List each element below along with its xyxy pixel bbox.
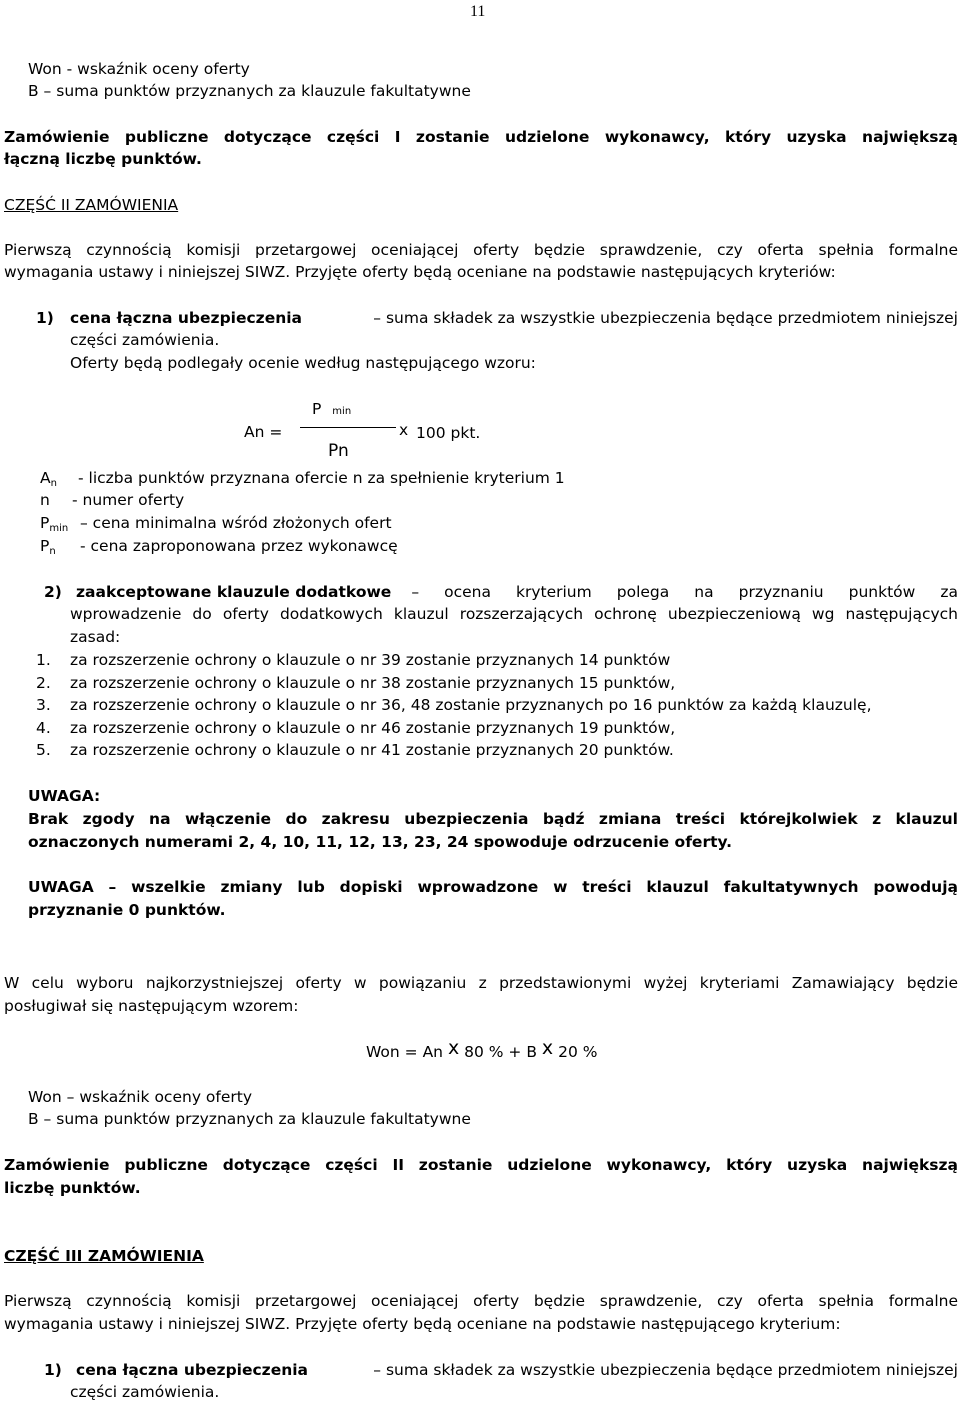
formula-denominator: Pn bbox=[328, 441, 349, 461]
conclusion-part1-line1: Zamówienie publiczne dotyczące części I zostanie udzielone wykonawcy, który uzyska największą bbox=[4, 128, 958, 146]
conclusion-part2-line1: Zamówienie publiczne dotyczące części II zostanie udzielone wykonawcy, który uzyska największą bbox=[4, 1156, 958, 1174]
part3-criterion1-line2: części zamówienia. bbox=[70, 1383, 220, 1401]
selection-line1: W celu wyboru najkorzystniejszej oferty w powiązaniu z przedstawionymi wyżej kryteriami Zamawiający będzie bbox=[4, 974, 958, 992]
uwaga1-title: UWAGA: bbox=[28, 787, 101, 805]
def-an: An bbox=[40, 469, 57, 489]
won-legend: Won - wskaźnik oceny oferty bbox=[28, 60, 250, 78]
conclusion-part1-line2: łączną liczbę punktów. bbox=[4, 150, 202, 168]
selection-line2: posługiwał się następującym wzorem: bbox=[4, 997, 299, 1015]
criterion1-line2: części zamówienia. bbox=[70, 331, 220, 349]
rule-number: 1. bbox=[36, 651, 51, 669]
part3-criterion1-number: 1) bbox=[44, 1361, 62, 1379]
rule-text: za rozszerzenie ochrony o klauzule o nr 41 zostanie przyznanych 20 punktów. bbox=[70, 741, 674, 759]
criterion2-title: zaakceptowane klauzule dodatkowe bbox=[76, 583, 392, 601]
intro-part3-line2: wymagania ustawy i niniejszej SIWZ. Przyjęte oferty będą oceniane na podstawie następującego kryterium: bbox=[4, 1315, 841, 1333]
rule-text: za rozszerzenie ochrony o klauzule o nr 39 zostanie przyznanych 14 punktów bbox=[70, 651, 671, 669]
formula-rhs: 100 pkt. bbox=[416, 424, 481, 442]
part3-criterion1-rest: – suma składek za wszystkie ubezpieczenia będące przedmiotem niniejszej bbox=[373, 1361, 958, 1379]
won-formula: Won = An x 80 % + B x 20 % bbox=[366, 1037, 598, 1061]
uwaga2-line1: UWAGA – wszelkie zmiany lub dopiski wprowadzone w treści klauzul fakultatywnych powodują bbox=[28, 878, 958, 896]
formula-times: x bbox=[399, 421, 409, 439]
criterion2-number: 2) bbox=[44, 583, 62, 601]
fraction-line bbox=[300, 427, 396, 428]
rule-number: 3. bbox=[36, 696, 51, 714]
criterion2-line3: zasad: bbox=[70, 628, 121, 646]
rule-number: 5. bbox=[36, 741, 51, 759]
criterion2-rest: – ocena kryterium polega na przyznaniu punktów za bbox=[411, 583, 958, 601]
page-number: 11 bbox=[470, 3, 486, 20]
rule-text: za rozszerzenie ochrony o klauzule o nr 36, 48 zostanie przyznanych po 16 punktów za każdą klauzulę, bbox=[70, 696, 872, 714]
def-n-text: - numer oferty bbox=[72, 491, 185, 509]
def-an-text: - liczba punktów przyznana ofercie n za spełnienie kryterium 1 bbox=[78, 469, 565, 487]
criterion1-rest: – suma składek za wszystkie ubezpieczenia będące przedmiotem niniejszej bbox=[373, 309, 958, 327]
heading-part3: CZĘŚĆ III ZAMÓWIENIA bbox=[4, 1247, 204, 1265]
def-n: n bbox=[40, 491, 50, 509]
conclusion-part2-line2: liczbę punktów. bbox=[4, 1179, 141, 1197]
rule-text: za rozszerzenie ochrony o klauzule o nr 38 zostanie przyznanych 15 punktów, bbox=[70, 674, 676, 692]
rule-text: za rozszerzenie ochrony o klauzule o nr 46 zostanie przyznanych 19 punktów, bbox=[70, 719, 676, 737]
intro-part3-line1: Pierwszą czynnością komisji przetargowej oceniającej oferty będzie sprawdzenie, czy oferta spełnia formalne bbox=[4, 1292, 958, 1310]
rule-number: 4. bbox=[36, 719, 51, 737]
formula-numerator: P min bbox=[312, 400, 352, 418]
formula-lhs: An = bbox=[244, 423, 283, 441]
heading-part2: CZĘŚĆ II ZAMÓWIENIA bbox=[4, 196, 179, 214]
uwaga1-line2: oznaczonych numerami 2, 4, 10, 11, 12, 13, 23, 24 spowoduje odrzucenie oferty. bbox=[28, 833, 733, 851]
criterion1-line3: Oferty będą podlegały ocenie według następującego wzoru: bbox=[70, 354, 536, 372]
criterion1-title: cena łączna ubezpieczenia bbox=[70, 309, 303, 327]
b-legend: B – suma punktów przyznanych za klauzule fakultatywne bbox=[28, 82, 471, 100]
won-legend-part2: Won – wskaźnik oceny oferty bbox=[28, 1088, 253, 1106]
intro-part2-line2: wymagania ustawy i niniejszej SIWZ. Przyjęte oferty będą oceniane na podstawie następujących kryteriów: bbox=[4, 263, 836, 281]
criterion2-line1 bbox=[76, 581, 958, 603]
rule-number: 2. bbox=[36, 674, 51, 692]
def-pn: Pn bbox=[40, 537, 56, 557]
criterion2-line2: wprowadzenie do oferty dodatkowych klauzul rozszerzających ochronę ubezpieczeniową wg następujących bbox=[70, 605, 958, 623]
def-pn-text: - cena zaproponowana przez wykonawcę bbox=[80, 537, 398, 555]
b-legend-part2: B – suma punktów przyznanych za klauzule fakultatywne bbox=[28, 1110, 471, 1128]
def-pmin: Pmin bbox=[40, 514, 69, 534]
part3-criterion1-line1 bbox=[76, 1359, 958, 1381]
criterion1-line1 bbox=[70, 307, 958, 329]
part3-criterion1-title: cena łączna ubezpieczenia bbox=[76, 1361, 309, 1379]
def-pmin-text: – cena minimalna wśród złożonych ofert bbox=[80, 514, 392, 532]
intro-part2-line1: Pierwszą czynnością komisji przetargowej oceniającej oferty będzie sprawdzenie, czy oferta spełnia formalne bbox=[4, 241, 958, 259]
uwaga1-line1: Brak zgody na włączenie do zakresu ubezpieczenia bądź zmiana treści którejkolwiek z klauzul bbox=[28, 810, 958, 828]
criterion1-number: 1) bbox=[36, 309, 54, 327]
uwaga2-line2: przyznanie 0 punktów. bbox=[28, 901, 226, 919]
